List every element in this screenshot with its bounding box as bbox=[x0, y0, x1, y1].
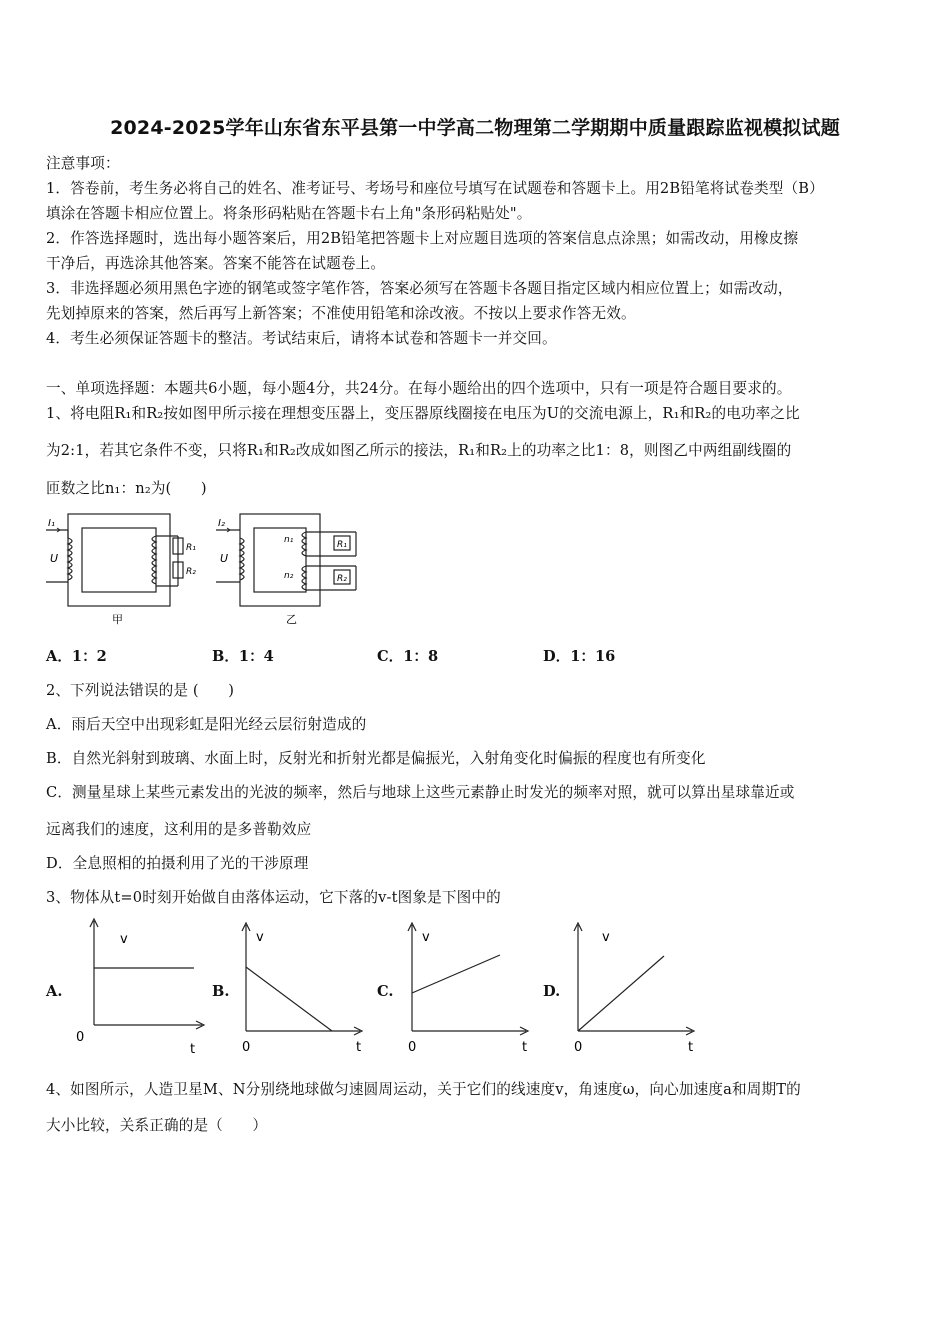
notice-line: 1．答卷前，考生务必将自己的姓名、准考证号、考场号和座位号填写在试题卷和答题卡上。用2B铅笔将试卷类型（B） bbox=[46, 180, 824, 197]
q1-stem-line2: 为2:1，若其它条件不变，只将R₁和R₂改成如图乙所示的接法，R₁和R₂上的功率之比1：8，则图乙中两组副线圈的 bbox=[46, 442, 792, 459]
notice-line: 先划掉原来的答案，然后再写上新答案；不准使用铅笔和涂改液。不按以上要求作答无效。 bbox=[46, 305, 636, 322]
q2-option-d: D．全息照相的拍摄利用了光的干涉原理 bbox=[46, 855, 309, 872]
voltage-label: U bbox=[50, 552, 59, 565]
notice-line: 4．考生必须保证答题卡的整洁。考试结束后，请将本试卷和答题卡一并交回。 bbox=[46, 330, 557, 347]
current-label: I₁ bbox=[48, 518, 55, 529]
t-axis-label: t bbox=[190, 1042, 196, 1057]
section-heading: 一、单项选择题：本题共6小题，每小题4分，共24分。在每小题给出的四个选项中，只有一项是符合题目要求的。 bbox=[46, 380, 792, 397]
resistor-label: R₁ bbox=[337, 540, 347, 550]
q3-option-b-label: B. bbox=[212, 983, 230, 1000]
v-axis-label: v bbox=[256, 930, 264, 945]
q2-option-a: A．雨后天空中出现彩虹是阳光经云层衍射造成的 bbox=[46, 716, 367, 733]
q1-stem-line3: 匝数之比n₁：n₂为( ) bbox=[46, 480, 207, 497]
notice-line: 填涂在答题卡相应位置上。将条形码粘贴在答题卡右上角"条形码粘贴处"。 bbox=[46, 205, 532, 222]
vt-graph-d bbox=[562, 915, 702, 1060]
t-axis-label: t bbox=[356, 1040, 362, 1055]
q3-option-a-label: A. bbox=[46, 983, 63, 1000]
vt-graph-a bbox=[70, 915, 210, 1060]
q1-stem-line1: 1、将电阻R₁和R₂按如图甲所示接在理想变压器上，变压器原线圈接在电压为U的交流电源上，R₁和R₂的电功率之比 bbox=[46, 405, 800, 422]
resistor-label: R₁ bbox=[186, 543, 196, 553]
q2-stem: 2、下列说法错误的是 ( ) bbox=[46, 682, 235, 699]
transformer-figure-b bbox=[210, 508, 370, 628]
vt-graph-b bbox=[230, 915, 370, 1060]
origin-label: 0 bbox=[76, 1030, 85, 1045]
t-axis-label: t bbox=[688, 1040, 694, 1055]
vt-graph-c bbox=[396, 915, 536, 1060]
q3-stem: 3、物体从t=0时刻开始做自由落体运动，它下落的v-t图象是下图中的 bbox=[46, 889, 501, 906]
v-axis-label: v bbox=[602, 930, 610, 945]
q2-option-c: C．测量星球上某些元素发出的光波的频率，然后与地球上这些元素静止时发光的频率对照，就可以算出星球靠近或 bbox=[46, 784, 795, 801]
q2-option-b: B．自然光斜射到玻璃、水面上时，反射光和折射光都是偏振光，入射角变化时偏振的程度也有所变化 bbox=[46, 750, 706, 767]
v-axis-label: v bbox=[120, 932, 128, 947]
origin-label: 0 bbox=[242, 1040, 251, 1055]
notice-line: 3．非选择题必须用黑色字迹的钢笔或签字笔作答，答案必须写在答题卡各题目指定区域内相应位置上；如需改动， bbox=[46, 280, 793, 297]
origin-label: 0 bbox=[574, 1040, 583, 1055]
q1-option-a: A．1：2 bbox=[46, 648, 107, 665]
current-label: I₂ bbox=[218, 518, 225, 529]
t-axis-label: t bbox=[522, 1040, 528, 1055]
v-axis-label: v bbox=[422, 930, 430, 945]
q1-option-d: D．1：16 bbox=[543, 648, 616, 665]
q3-option-d-label: D. bbox=[543, 983, 561, 1000]
voltage-label: U bbox=[220, 552, 229, 565]
coil-label: n₁ bbox=[284, 535, 294, 545]
figure-caption: 甲 bbox=[112, 613, 123, 626]
origin-label: 0 bbox=[408, 1040, 417, 1055]
q1-option-c: C．1：8 bbox=[377, 648, 439, 665]
figure-caption: 乙 bbox=[286, 613, 297, 626]
q4-stem-line2: 大小比较，关系正确的是（ ） bbox=[46, 1117, 268, 1134]
coil-label: n₂ bbox=[284, 571, 294, 581]
q3-option-c-label: C. bbox=[377, 983, 394, 1000]
page-title: 2024-2025学年山东省东平县第一中学高二物理第二学期期中质量跟踪监视模拟试题 bbox=[110, 117, 840, 139]
q2-option-c-cont: 远离我们的速度，这利用的是多普勒效应 bbox=[46, 821, 312, 838]
transformer-figure-a bbox=[44, 508, 204, 628]
resistor-label: R₂ bbox=[186, 567, 196, 577]
notice-line: 2．作答选择题时，选出每小题答案后，用2B铅笔把答题卡上对应题目选项的答案信息点涂黑；如需改动，用橡皮擦 bbox=[46, 230, 799, 247]
notice-line: 干净后，再选涂其他答案。答案不能答在试题卷上。 bbox=[46, 255, 386, 272]
q1-option-b: B．1：4 bbox=[212, 648, 274, 665]
resistor-label: R₂ bbox=[337, 574, 347, 584]
q4-stem-line1: 4、如图所示，人造卫星M、N分别绕地球做匀速圆周运动，关于它们的线速度v，角速度ω，向心加速度a和周期T的 bbox=[46, 1081, 801, 1098]
notice-heading: 注意事项： bbox=[46, 155, 120, 172]
